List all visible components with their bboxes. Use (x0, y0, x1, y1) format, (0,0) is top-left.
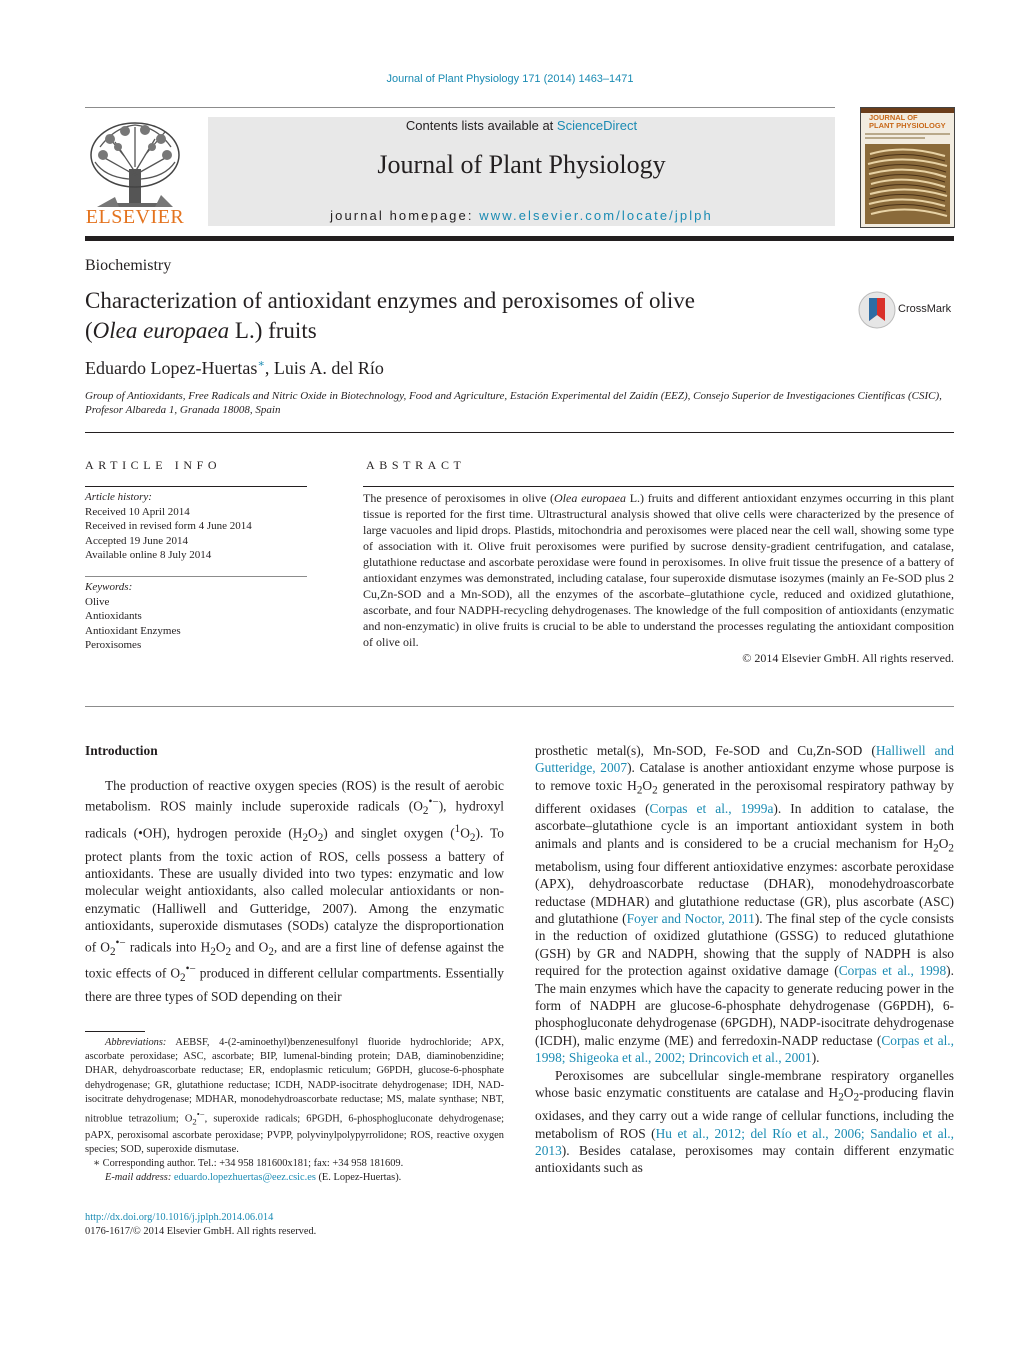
front-matter-rule (85, 432, 954, 433)
authors (85, 357, 384, 379)
cover-subtitle-line (865, 137, 925, 139)
abstract-rule (363, 486, 954, 487)
text-run: and O (231, 939, 269, 954)
intro-p1 (85, 777, 504, 1005)
subscript: 2 (948, 842, 954, 855)
abstract-heading: ABSTRACT (366, 458, 466, 472)
sciencedirect-link[interactable]: ScienceDirect (556, 118, 638, 133)
article-info-rule (85, 486, 307, 487)
email-suffix: (E. Lopez-Huertas). (315, 1172, 402, 1184)
keyword: Antioxidant Enzymes (85, 624, 181, 637)
author-name: Luis A. del Río (273, 358, 384, 378)
abstract-species: Olea europaea (554, 491, 626, 505)
text-run: prosthetic metal(s), Mn-SOD, Fe-SOD and Cu,Zn-SOD ( (535, 743, 876, 758)
reference-link[interactable]: Corpas et al., 1998; Shigeoka et al., 2002; Drincovich et al., 2001 (535, 1032, 954, 1066)
text-run: ). The final step of the cycle consists in the reduction of oxidized glutathione (GSSG) to reduced glutathione (GSH) by GR and NADPH, showing that the supply of NADPH is also required for the protection against oxidative damage ( (535, 911, 955, 979)
history-label: Article history: (85, 491, 152, 503)
text-run: ). In addition to catalase, the ascorbate–glutathione cycle is an important antioxidant system in both animals and plants and is considered to be a crucial mechanism for H (535, 800, 955, 851)
text-run: The production of reactive oxygen species (ROS) is the result of aerobic metabolism. ROS mainly include superoxide radicals (O (85, 778, 504, 814)
text-run: Peroxisomes are subcellular single-membrane respiratory organelles whose basic enzymatic constituents are catalase and H (535, 1067, 954, 1101)
subscript: 2 (210, 945, 216, 958)
text-run: O (938, 835, 949, 851)
superscript: 1 (454, 822, 461, 835)
doi-block (85, 1211, 504, 1239)
superscript: •− (428, 796, 439, 809)
text-run: ). (811, 1050, 820, 1066)
text-run: generated in the peroxisomal respiratory pathway by different oxidases ( (535, 777, 954, 816)
subscript: 2 (317, 832, 324, 845)
abbreviations-label: Abbreviations: (105, 1037, 167, 1048)
article-title (85, 286, 845, 346)
subscript: 2 (469, 832, 476, 845)
history-item: Accepted 19 June 2014 (85, 534, 188, 547)
subscript: 2 (180, 972, 186, 985)
homepage-prefix: journal homepage: (330, 208, 480, 223)
contents-line (208, 118, 835, 133)
subscript: 2 (225, 945, 232, 958)
abbreviations-text: , superoxide radicals; 6PGDH, 6-phosphogluconate dehydrogenase; pAPX, peroxisomal ascorbate peroxidase; PVPP, polyvinylpolypyrrolidone; ROS, reactive oxygen species; SOD, superoxide dismutase. (85, 1113, 504, 1155)
text-run: O (642, 777, 653, 793)
journal-cover[interactable] (860, 107, 955, 228)
footnote-rule (85, 1031, 145, 1032)
journal-title: Journal of Plant Physiology (377, 150, 666, 179)
subscript: 2 (192, 1116, 197, 1127)
elsevier-wordmark: ELSEVIER (85, 206, 185, 228)
subscript: 2 (636, 784, 643, 797)
abstract-text-b: L.) fruits and different antioxidant enzymes occurring in this plant tissue is reported for the first time. Ultrastructural analysis showed that olive cells were characterized by the presence of large vacuoles and lipid drops. Plastids, mitochondria and peroxisomes were placed near the cell wall, showing some type of association with it. Olive fruit peroxisomes were purified by sucrose density-gradient centrifugation, and catalase, glutathione reductase and ascorbate peroxidase were found in peroxisomes. In olive fruit tissue the presence of a battery of antioxidant enzymes was demonstrated, including catalase, four superoxide dismutase isozymes (mainly an Fe-SOD plus 2 Cu,Zn-SOD and a Mn-SOD), all the enzymes of the ascorbate–glutathione cycle, reduced and oxidized glutathione, ascorbate, and four NADPH-recycling dehydrogenases. The knowledge of the full composition of antioxidants (enzymatic and non-enzymatic) in olive fruits is crucial to be able to understand the processes regulating the antioxidant composition of olive oil. (363, 491, 954, 649)
text-run: radicals into H (125, 939, 211, 954)
reference-link[interactable]: Foyer and Noctor, 2011 (626, 911, 755, 926)
keywords (85, 580, 307, 653)
subscript: 2 (268, 945, 274, 958)
keyword: Antioxidants (85, 610, 142, 623)
header-thick-rule (85, 236, 954, 241)
cover-image (865, 144, 950, 224)
corr-mark: ∗ (93, 1158, 101, 1170)
subscript: 2 (109, 945, 116, 958)
superscript: •− (115, 936, 126, 949)
header-rule (85, 107, 835, 108)
elsevier-logo[interactable] (85, 117, 185, 227)
subscript: 2 (652, 784, 658, 797)
keyword: Peroxisomes (85, 639, 142, 652)
email-note (85, 1171, 504, 1185)
text-run: metabolism, using four different antioxidative enzymes: ascorbate peroxidase (APX), dehydroascorbate reductase (DHAR), monodehydroascorbate reductase (MDHAR) and glutathione reductase (GR), plus ascorbate (ASC) and glutathione ( (535, 858, 954, 926)
text-run: ). Catalase is another antioxidant enzyme whose purpose is to remove toxic H (535, 760, 955, 793)
title-paren: ( (85, 318, 93, 343)
text-run: O (215, 939, 226, 954)
abstract-text-a: The presence of peroxisomes in olive ( (363, 491, 555, 505)
text-run: ). To protect plants from the toxic action of ROS, cells possess a battery of antioxidants. These are usually divided into two types: enzymatic and low molecular weight antioxidants, also called molecular antioxidants or non-enzymatic (Halliwell and Gutteridge, 2007). Among the enzymatic antioxidants, superoxide dismutases (SODs) catalyze the disproportionation of O (85, 825, 504, 954)
reference-link[interactable]: Corpas et al., 1999a (649, 800, 774, 816)
reference-link[interactable]: Corpas et al., 1998 (838, 963, 947, 979)
email-link[interactable]: eduardo.lopezhuertas@eez.csic.es (173, 1172, 316, 1184)
title-part2: L.) fruits (229, 318, 317, 343)
text-run: ), hydroxyl radicals (•OH), hydrogen peroxide (H (85, 798, 504, 841)
cover-title-line1: JOURNAL OF (869, 113, 918, 122)
text-run: , and are a first line of defense against the toxic effects of O (85, 939, 504, 981)
right-p1 (535, 742, 954, 1067)
homepage-link[interactable]: www.elsevier.com/locate/jplph (479, 208, 713, 223)
doi-link[interactable]: http://dx.doi.org/10.1016/j.jplph.2014.06.014 (85, 1212, 274, 1223)
author-separator: , (264, 358, 274, 378)
author-name: Eduardo Lopez-Huertas (85, 358, 258, 378)
text-run: O (843, 1085, 854, 1101)
history-item: Received 10 April 2014 (85, 505, 190, 518)
abstract-bottom-rule (85, 706, 954, 707)
contents-prefix: Contents lists available at (405, 118, 557, 133)
cover-title (869, 114, 946, 130)
keyword: Olive (85, 595, 110, 608)
issn-copyright: 0176-1617/© 2014 Elsevier GmbH. All rights reserved. (85, 1226, 317, 1238)
text-run: ) and singlet oxygen ( (323, 825, 455, 841)
subscript: 2 (838, 1091, 844, 1104)
journal-citation[interactable]: Journal of Plant Physiology 171 (2014) 1463–1471 (386, 73, 634, 85)
text-run: O (460, 825, 470, 841)
abstract-text (363, 490, 954, 666)
subscript: 2 (933, 842, 939, 855)
keywords-rule (85, 576, 307, 577)
keywords-label: Keywords: (85, 581, 133, 593)
affiliation: Group of Antioxidants, Free Radicals and Nitric Oxide in Biotechnology, Food and Agriculture, Estación Experimental del Zaidín (EEZ), Consejo Superior de Investigaciones Científicas (CSIC), Profesor Albareda 1, Granada 18008, Spain (85, 390, 942, 416)
history-item: Received in revised form 4 June 2014 (85, 520, 252, 533)
text-run: ). Besides catalase, peroxisomes may contain different enzymatic antioxidants such as (535, 1142, 954, 1176)
abbreviations-text: AEBSF, 4-(2-aminoethyl)benzenesulfonyl fluoride hydrochloride; APX, ascorbate peroxidase; ASC, ascorbate; BIP, lumenal-binding protein; DAB, diaminobenzidine; DHAR, dehydroascorbate reductase; ER, endoplasmic reticulum; G6PDH, glucose-6-phosphate dehydrogenase; GR, glutathione reductase; ICDH, NADP-isocitrate dehydrogenase; IDH, NAD-isocitrate dehydrogenase; MDHAR, monodehydroascorbate reductase; MS, malate synthase; NBT, nitroblue tetrazolium; O (85, 1037, 504, 1125)
introduction-heading: Introduction (85, 743, 158, 758)
text-run: -producing flavin oxidases, and they carry out a wide range of cellular functions, including the metabolism of ROS ( (535, 1085, 955, 1141)
article-info-heading: ARTICLE INFO (85, 458, 222, 472)
text-run: O (308, 825, 318, 841)
superscript: •− (185, 963, 196, 976)
article-history (85, 490, 307, 563)
elsevier-tree-icon (85, 117, 185, 213)
abbreviations (85, 1036, 504, 1157)
superscript: •− (196, 1109, 205, 1120)
right-p2 (535, 1067, 954, 1177)
corr-text: Corresponding author. Tel.: +34 958 181600x181; fax: +34 958 181609. (100, 1158, 404, 1170)
crossmark-label: CrossMark (898, 303, 952, 315)
subscript: 2 (302, 832, 309, 845)
footnotes (85, 1036, 504, 1186)
subscript: 2 (422, 805, 429, 818)
history-item: Available online 8 July 2014 (85, 549, 212, 562)
introduction-paragraph (85, 777, 504, 1005)
reference-link[interactable]: Halliwell and Gutteridge, 2007 (535, 743, 954, 776)
article-section: Biochemistry (85, 257, 172, 274)
text-run: produced in different cellular compartments. Essentially there are three types of SOD depending on their (85, 965, 504, 1004)
cover-subtitle-line (865, 133, 950, 135)
corresponding-author-mark[interactable]: ∗ (257, 358, 265, 370)
title-species: Olea europaea (92, 318, 230, 343)
reference-link[interactable]: Hu et al., 2012; del Río et al., 2006; Sandalio et al., 2013 (535, 1125, 954, 1158)
crossmark-button[interactable] (858, 291, 958, 329)
title-part1: Characterization of antioxidant enzymes and peroxisomes of olive (85, 288, 695, 313)
journal-homepage (208, 208, 835, 223)
abstract-copyright: © 2014 Elsevier GmbH. All rights reserved. (742, 651, 954, 665)
right-column (535, 742, 954, 1177)
cover-title-line2: PLANT PHYSIOLOGY (869, 121, 946, 130)
crossmark-icon (858, 291, 896, 329)
email-label: E-mail address: (105, 1172, 172, 1184)
subscript: 2 (853, 1091, 860, 1104)
corresponding-author-note (85, 1157, 504, 1171)
text-run: ). The main enzymes which have the capacity to generate reducing power in the form of NADPH are glucose-6-phosphate dehydrogenase (G6PDH), 6-phosphogluconate dehydrogenase (6PGDH), NADP-isocitrate dehydrogenase (ICDH), malic enzyme (ME) and ferredoxin-NADP reductase ( (535, 963, 954, 1048)
